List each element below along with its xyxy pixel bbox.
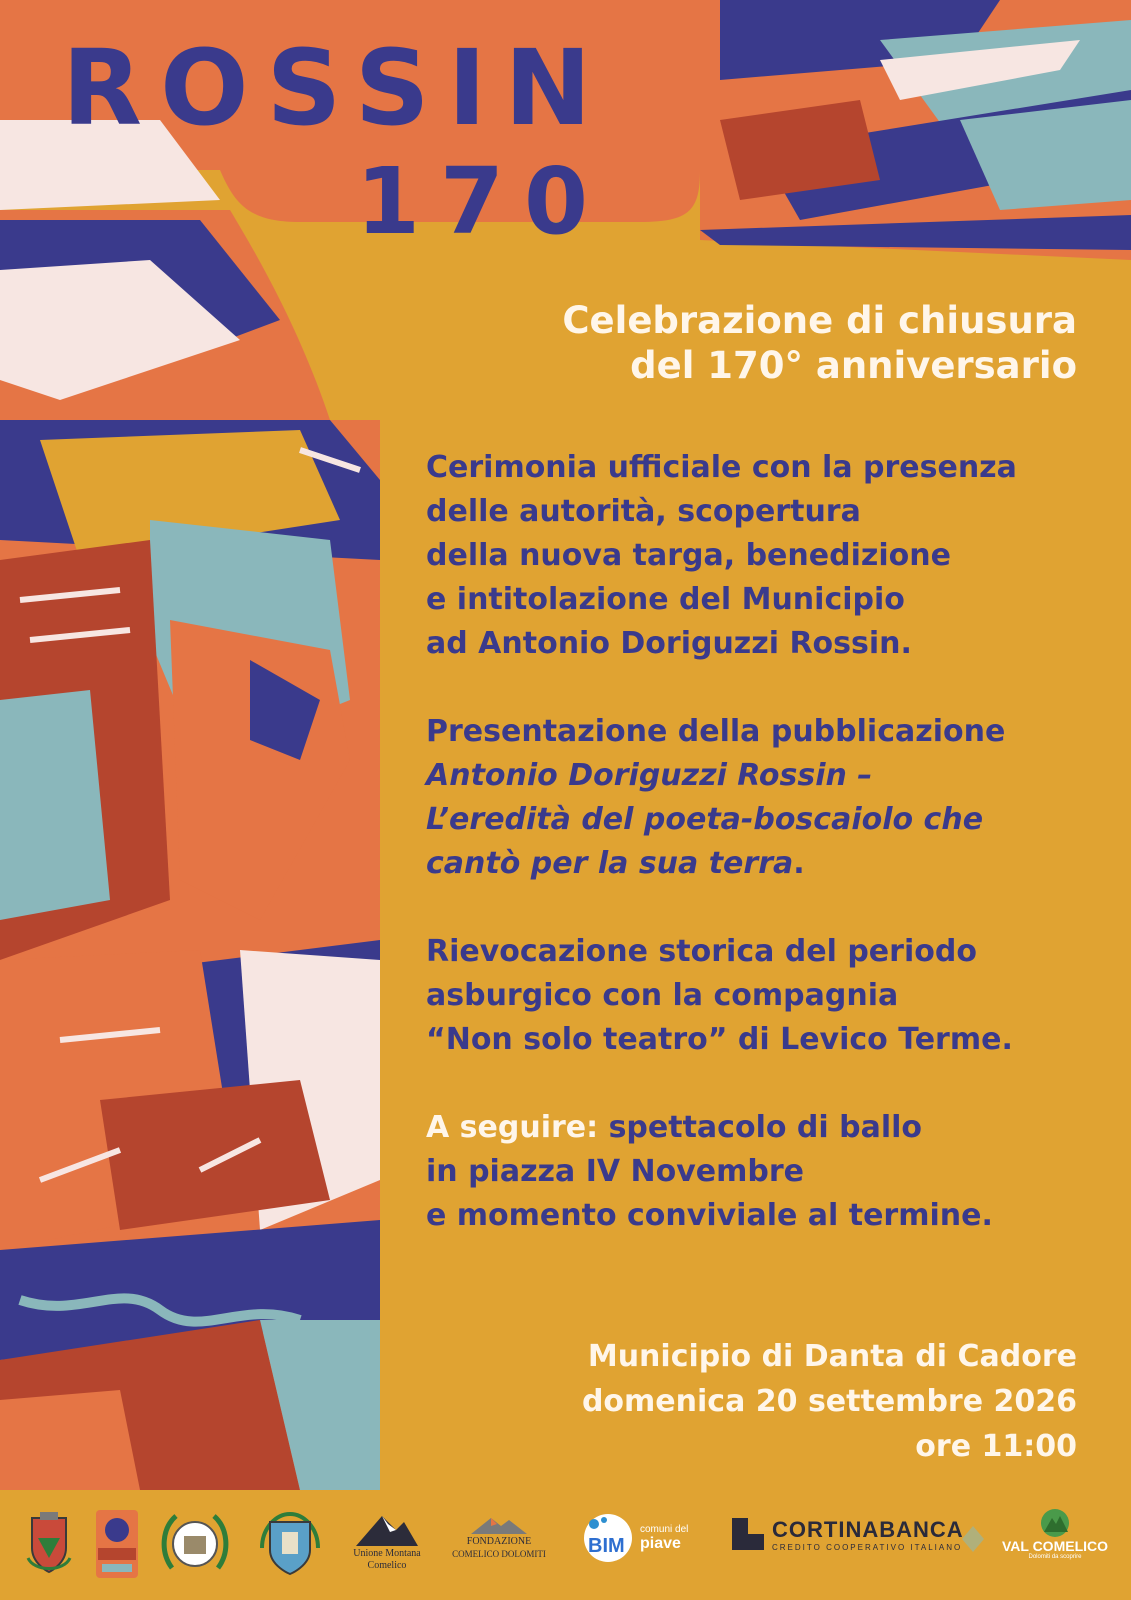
program-body xyxy=(426,446,1106,1282)
cortinabanca-logo xyxy=(730,1516,964,1552)
ceremony-line: delle autorità, scopertura xyxy=(426,494,861,529)
event-subtitle xyxy=(437,298,1077,388)
val-comelico-subtitle: Dolomiti da scoprire xyxy=(1028,1554,1082,1560)
cortinabanca-mark-icon xyxy=(730,1516,766,1552)
unione-line-1: Unione Montana xyxy=(353,1548,421,1559)
val-comelico-name: VAL COMELICO xyxy=(1001,1538,1109,1554)
following-line-1: spettacolo di ballo xyxy=(598,1110,923,1145)
comune-crest-icon xyxy=(256,1508,324,1580)
title-rossin: ROSSIN xyxy=(62,27,610,149)
following-line-2: in piazza IV Novembre xyxy=(426,1154,805,1189)
bim-letters: BIM xyxy=(588,1535,625,1557)
ceremony-line: e intitolazione del Municipio xyxy=(426,582,905,617)
ceremony-paragraph xyxy=(426,446,1106,666)
fondazione-logo xyxy=(446,1514,552,1560)
cortinabanca-name: CORTINABANCA xyxy=(772,1516,964,1542)
fondazione-line-2: COMELICO DOLOMITI xyxy=(452,1549,546,1559)
reenactment-paragraph xyxy=(426,930,1106,1062)
sponsor-logos xyxy=(0,1490,1131,1600)
venue-time: ore 11:00 xyxy=(915,1429,1077,1464)
unione-montana-logo xyxy=(344,1508,430,1572)
mountain-peaks-icon xyxy=(469,1514,529,1536)
subtitle-line-2: del 170° anniversario xyxy=(630,344,1077,387)
title-170: 170 xyxy=(356,148,609,255)
publication-intro: Presentazione della pubblicazione xyxy=(426,714,1006,749)
cortinabanca-subtitle: CREDITO COOPERATIVO ITALIANO xyxy=(772,1542,963,1552)
following-line-3: e momento conviviale al termine. xyxy=(426,1198,993,1233)
bim-logo-icon xyxy=(580,1512,636,1564)
bim-top-text: comuni del xyxy=(640,1523,689,1535)
rossin-170-badge-icon xyxy=(94,1508,140,1580)
bim-piave-text: piave xyxy=(640,1534,681,1552)
reenactment-line: asburgico con la compagnia xyxy=(426,978,899,1013)
reenactment-line: “Non solo teatro” di Levico Terme. xyxy=(426,1022,1013,1057)
bim-piave-logo xyxy=(580,1512,688,1564)
publication-title-line: cantò per la sua terra xyxy=(426,846,794,881)
ceremony-line: ad Antonio Doriguzzi Rossin. xyxy=(426,626,912,661)
reenactment-line: Rievocazione storica del periodo xyxy=(426,934,977,969)
publication-end: . xyxy=(793,846,805,881)
venue-date: domenica 20 settembre 2026 xyxy=(581,1384,1077,1419)
ceremony-line: della nuova targa, benedizione xyxy=(426,538,951,573)
val-comelico-icon xyxy=(1038,1508,1072,1538)
publication-title-line: L’eredità del poeta-boscaiolo che xyxy=(426,802,984,837)
subtitle-line-1: Celebrazione di chiusura xyxy=(562,299,1077,342)
danta-crest-icon xyxy=(24,1508,74,1580)
venue-place: Municipio di Danta di Cadore xyxy=(587,1339,1077,1374)
publication-title-line: Antonio Doriguzzi Rossin – xyxy=(426,758,873,793)
event-venue xyxy=(457,1334,1077,1469)
val-comelico-logo xyxy=(1000,1508,1110,1560)
wreath-crest-icon xyxy=(158,1508,232,1580)
diamond-leaf-icon xyxy=(960,1524,986,1554)
mountain-eagle-icon xyxy=(352,1508,422,1548)
following-paragraph xyxy=(426,1106,1106,1238)
fondazione-line-1: FONDAZIONE xyxy=(466,1536,532,1547)
ceremony-line: Cerimonia ufficiale con la presenza xyxy=(426,450,1017,485)
following-label: A seguire: xyxy=(426,1110,599,1145)
unione-line-2: Comelico xyxy=(367,1560,407,1571)
publication-paragraph xyxy=(426,710,1106,886)
